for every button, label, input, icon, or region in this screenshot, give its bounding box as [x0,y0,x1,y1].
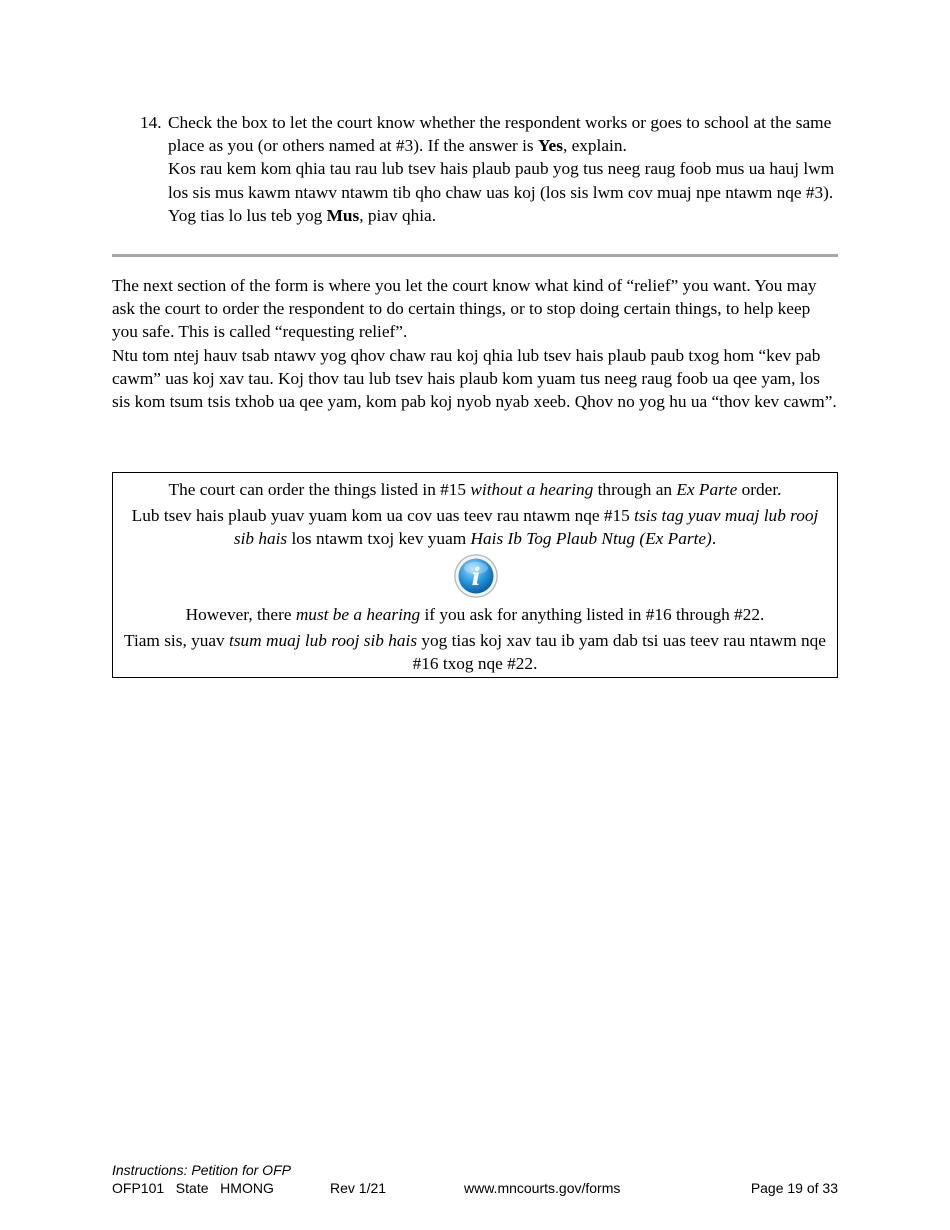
footer-title: Instructions: Petition for OFP [112,1162,291,1178]
footer-url: www.mncourts.gov/forms [464,1180,621,1196]
footer-page-number: Page 19 of 33 [750,1180,838,1196]
relief-section [112,274,838,413]
footer-form-id: OFP101 State HMONG [112,1180,274,1196]
section-divider [112,254,838,257]
notice-line-3: However, there must be a hearing if you ask for anything listed in #16 through #22. [185,605,765,624]
footer-revision: Rev 1/21 [330,1180,387,1196]
item-14-hmong: Kos rau kem kom qhia tau rau lub tsev hais plaub paub yog tus neeg raug foob mus ua hauj lwm los sis mus kawm ntawv ntawm tib qho chaw uas koj (los sis lwm cov muaj npe ntawm nqe #3). Yog tias lo lus teb yog Mus, piav qhia. [168,159,835,225]
info-icon [453,553,499,599]
item-number: 14. [140,113,162,132]
hearing-notice-box [112,472,838,678]
item-14 [112,111,838,227]
relief-hmong: Ntu tom ntej hauv tsab ntawv yog qhov chaw rau koj qhia lub tsev hais plaub paub txog hom “kev pab cawm” uas koj xav tau. Koj thov tau lub tsev hais plaub kom yuam tus neeg raug foob ua qee yam, los sis kom tsum tsis txhob ua qee yam, kom pab koj nyob nyab xeeb. Qhov no yog hu ua “thov kev cawm”. [112,345,837,412]
notice-line-2: Lub tsev hais plaub yuav yuam kom ua cov uas teev rau ntawm nqe #15 tsis tag yuav muaj lub rooj sib hais los ntawm txoj kev yuam Hais Ib Tog Plaub Ntug (Ex Parte). [131,506,819,548]
item-14-english: Check the box to let the court know whether the respondent works or goes to school at the same place as you (or others named at #3). If the answer is Yes, explain. [168,113,832,156]
notice-line-4: Tiam sis, yuav tsum muaj lub rooj sib hais yog tias koj xav tau ib yam dab tsi uas teev rau ntawm nqe #16 txog nqe #22. [124,631,826,673]
notice-line-1: The court can order the things listed in #15 without a hearing through an Ex Parte order. [168,480,782,499]
page-footer [112,1162,838,1197]
relief-english: The next section of the form is where you let the court know what kind of “relief” you want. You may ask the court to order the respondent to do certain things, or to stop doing certain things, to help keep you safe. This is called “requesting relief”. [112,276,817,342]
svg-text:i: i [471,562,481,591]
